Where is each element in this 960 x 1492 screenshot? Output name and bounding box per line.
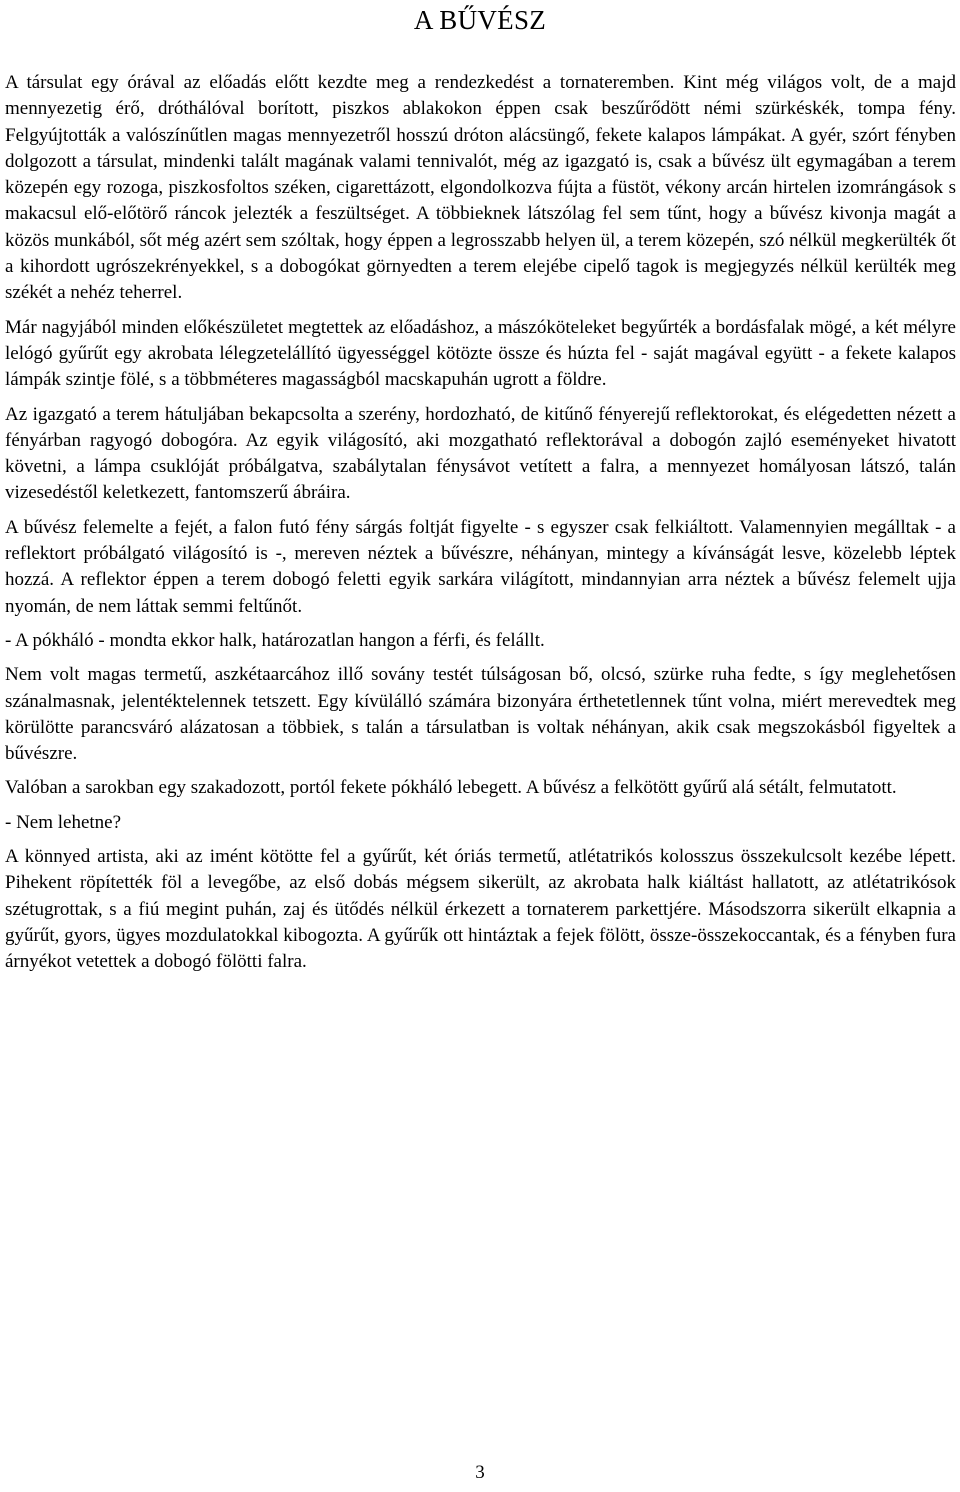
page-number: 3 [475, 1462, 485, 1483]
page-title: A BŰVÉSZ [413, 5, 547, 35]
paragraph-8: - Nem lehetne? [5, 811, 122, 833]
body-text [5, 70, 956, 984]
paragraph-9: A könnyed artista, aki az imént kötötte fel a gyűrűt, két óriás termetű, atlétatrikós kolosszus összekulcsolt kezébe lépett. Pihekent röpítették föl a levegőbe, az első dobás mégsem sikerült, az akrobata halk kiáltást hallatott, az atlétatrikósok szétugrottak, s a fiú megint puhán, zaj és ütődés nélkül érkezett a tornaterem parkettjére. Másodszorra sikerült elkapnia a gyűrűt, gyors, ügyes mozdulatokkal kibogozta. A gyűrűk ott hintáztak a fejek fölött, össze-összekoccantak, és a fényben fura árnyékot vetettek a dobogó fölötti falra. [5, 846, 956, 973]
paragraph-1: A társulat egy órával az előadás előtt kezdte meg a rendezkedést a tornateremben. Kint még világos volt, de a majd mennyezetig érő, dróthálóval borított, piszkos ablakokon éppen csak beszűrődött némi szürkéskék, tompa fény. Felgyújtották a valószínűtlen magas mennyezetről hosszú dróton alácsüngő, fekete kalapos lámpákat. A gyér, szórt fényben dolgozott a társulat, mindenki talált magának valami tennivalót, még az igazgató is, csak a bűvész ült egymagában a terem közepén egy rozoga, piszkosfoltos széken, cigarettázott, elgondolkozva fújta a füstöt, vékony arcán hirtelen izomrángások s makacsul elő-előtörő ráncok jelezték a feszültséget. A többieknek látszólag fel sem tűnt, hogy a bűvész kivonja magát a közös munkából, sőt még azért sem szóltak, hogy éppen a legrosszabb helyen ül, a terem közepén, szó nélkül megkerülték őt a kihordott ugrószekrényekkel, s a dobogókat görnyedten a terem elejébe cipelő tagok is megjegyzés nélkül kerülték meg székét a nehéz teherrel. [5, 72, 956, 304]
paragraph-6: Nem volt magas termetű, aszkétaarcához illő sovány testét túlságosan bő, olcsó, szürke ruha fedte, s így meglehetősen szánalmasnak, jelentéktelennek tetszett. Egy kívülálló számára bizonyára érthetetlennek tűnt volna, miért merevedtek meg körülötte parancsváró alázatosan a többiek, s talán a társulatban is voltak néhányan, akik csak megszokásból figyeltek a bűvészre. [5, 664, 956, 765]
paragraph-2: Már nagyjából minden előkészületet megtettek az előadáshoz, a mászóköteleket begyűrték a bordásfalak mögé, a két mélyre lelógó gyűrűt egy akrobata lélegzetelállító ügyességgel kötözte össze és húzta fel - saját magával együtt - a fekete kalapos lámpák szintje fölé, s a többméteres magasságból macskapuhán ugrott a földre. [5, 316, 956, 391]
paragraph-5: - A pókháló - mondta ekkor halk, határozatlan hangon a férfi, és felállt. [5, 629, 545, 651]
paragraph-7: Valóban a sarokban egy szakadozott, portól fekete pókháló lebegett. A bűvész a felkötött gyűrű alá sétált, felmutatott. [5, 777, 897, 799]
paragraph-4: A bűvész felemelte a fejét, a falon futó fény sárgás foltját figyelte - s egyszer csak felkiáltott. Valamennyien megálltak - a reflektort próbálgató világosító is -, mereven néztek a bűvészre, néhányan, mintegy a kívánságát lesve, közelebb léptek hozzá. A reflektor éppen a terem dobogó feletti egyik sarkára világított, mindannyian arra néztek a bűvész felemelt ujja nyomán, de nem láttak semmi feltűnőt. [5, 516, 956, 617]
paragraph-3: Az igazgató a terem hátuljában bekapcsolta a szerény, hordozható, de kitűnő fényerejű reflektorokat, és elégedetten nézett a fényárban ragyogó dobogóra. Az egyik világosító, aki mozgatható reflektorával a dobogón zajló eseményeket hivatott követni, a lámpa csuklóját próbálgatva, szabálytalan fénysávot vetített a falra, a mennyezet homályosan látszó, talán vizesedéstől keletkezett, fantomszerű ábráira. [5, 403, 956, 504]
